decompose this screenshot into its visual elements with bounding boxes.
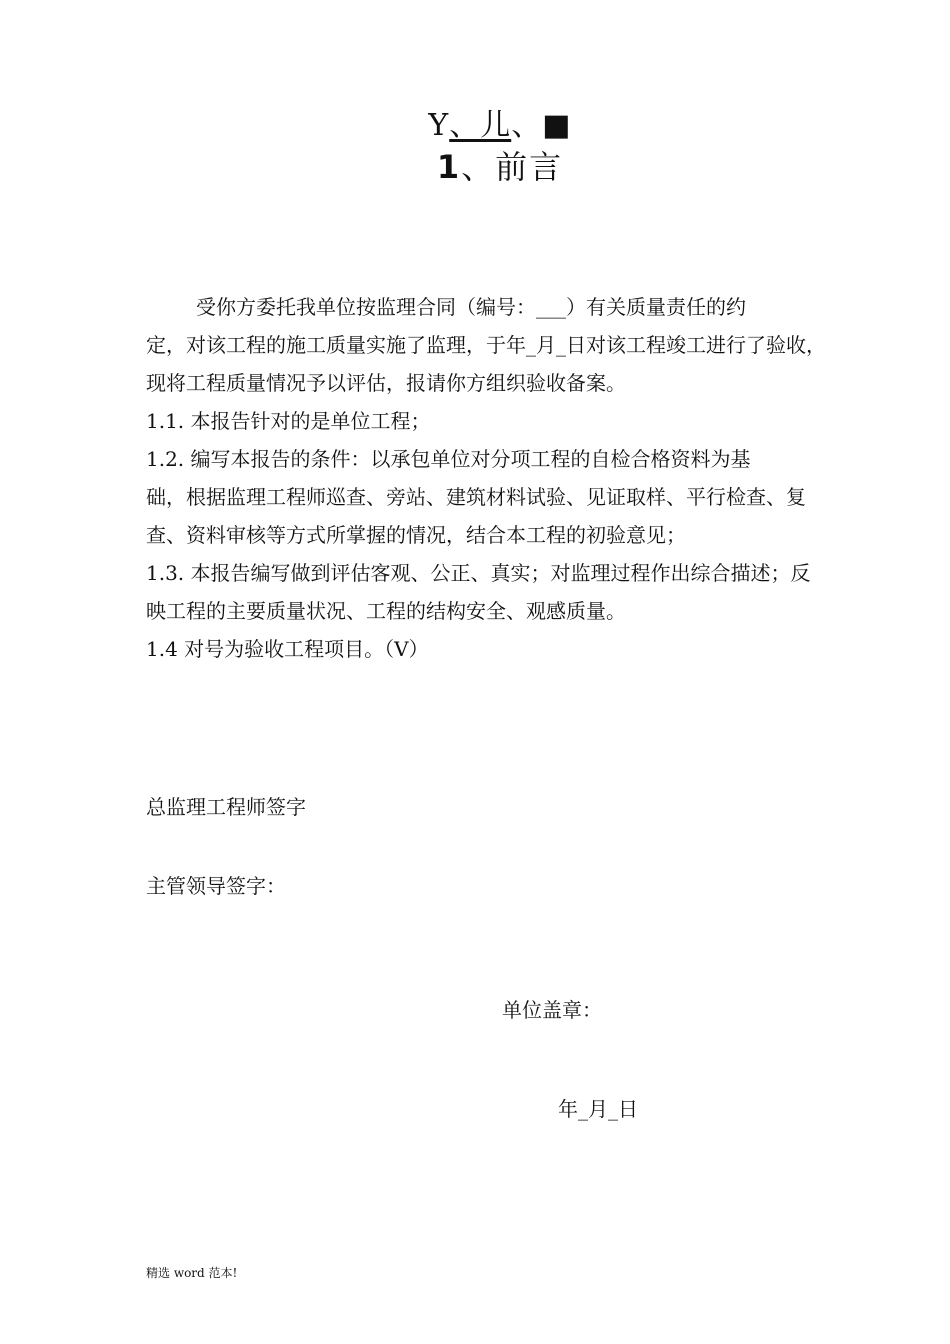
body-line-7: 查、资料审核等方式所掌握的情况，结合本工程的初验意见； — [146, 523, 686, 547]
section-title-text: 、前言 — [461, 148, 564, 186]
body-line-2: 定，对该工程的施工质量实施了监理，于年_月_日对该工程竣工进行了验收， — [146, 333, 826, 357]
section-title — [0, 142, 950, 188]
body-line-5: 1.2. 编写本报告的条件：以承包单位对分项工程的自检合格资料为基 — [146, 447, 751, 471]
body-line-1: 受你方委托我单位按监理合同（编号：___）有关质量责任的约 — [196, 295, 746, 319]
chief-engineer-signature-label: 总监理工程师签字 — [146, 795, 306, 819]
body-line-10: 1.4 对号为验收工程项目。（V） — [146, 637, 429, 661]
body-line-8: 1.3. 本报告编写做到评估客观、公正、真实；对监理过程作出综合描述；反 — [146, 561, 811, 585]
header-mark-part2: 、儿 — [449, 108, 512, 143]
header-mark-part1: Y — [428, 108, 450, 143]
supervisor-signature-label: 主管领导签字： — [146, 874, 286, 898]
footer-note: 精选 word 范本! — [146, 1266, 238, 1280]
seal-label: 单位盖章： — [502, 998, 602, 1022]
body-line-3: 现将工程质量情况予以评估，报请你方组织验收备案。 — [146, 371, 626, 395]
body-line-6: 础，根据监理工程师巡查、旁站、建筑材料试验、见证取样、平行检查、复 — [146, 485, 806, 509]
date-label: 年_月_日 — [558, 1097, 638, 1121]
body-line-4: 1.1. 本报告针对的是单位工程； — [146, 409, 431, 433]
header-mark-part3: 、■ — [511, 108, 572, 143]
body-line-9: 映工程的主要质量状况、工程的结构安全、观感质量。 — [146, 599, 626, 623]
section-number: 1 — [436, 148, 462, 186]
header-mark — [0, 100, 950, 144]
